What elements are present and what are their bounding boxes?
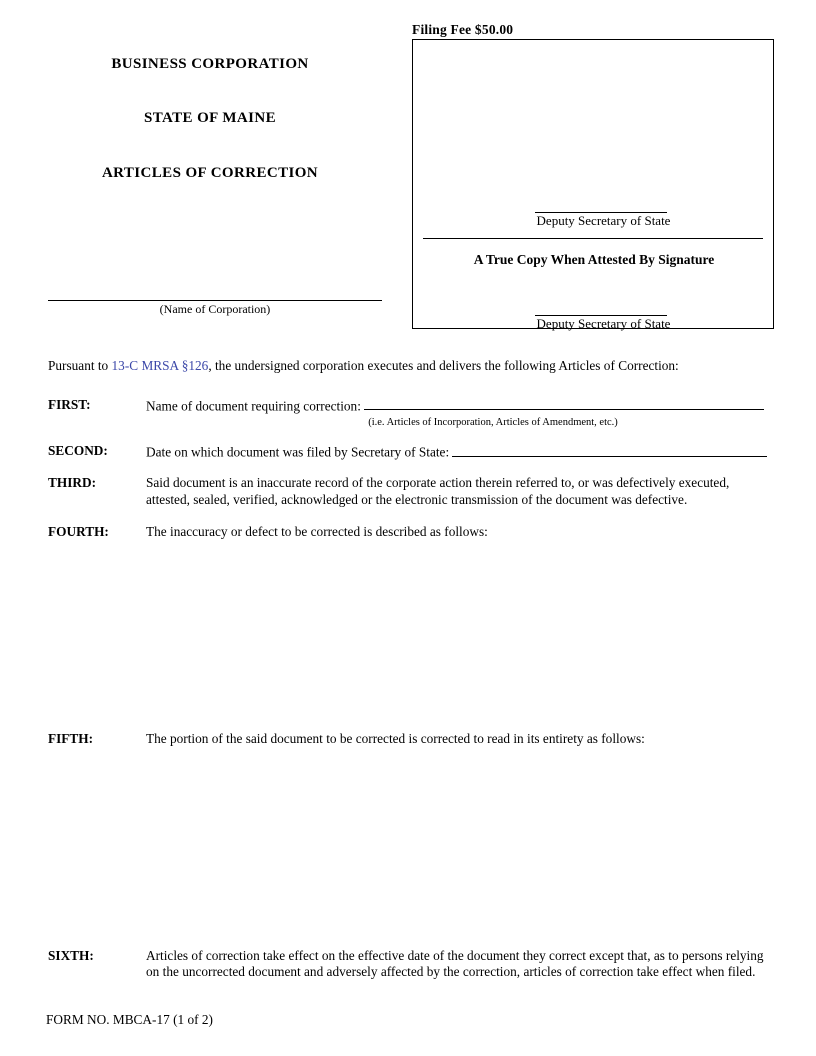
clause-fifth — [48, 731, 770, 934]
form-number-footer: FORM NO. MBCA-17 (1 of 2) — [46, 1012, 213, 1027]
deputy-secretary-label-top: Deputy Secretary of State — [536, 213, 671, 228]
clause-label-second: SECOND: — [48, 442, 108, 458]
clause-body-fourth — [146, 524, 770, 717]
title-business-corporation: BUSINESS CORPORATION — [111, 56, 309, 72]
document-body — [48, 358, 770, 995]
true-copy-statement: A True Copy When Attested By Signature — [473, 252, 715, 267]
corporation-name-field[interactable] — [48, 300, 382, 301]
clause-note-first: (i.e. Articles of Incorporation, Articles of Amendment, etc.) — [368, 416, 618, 428]
clause-text-fourth: The inaccuracy or defect to be corrected is described as follows: — [146, 524, 488, 540]
document-name-input[interactable] — [364, 397, 764, 411]
clause-first — [48, 397, 770, 429]
pursuant-prefix-text: Pursuant to — [48, 358, 112, 373]
attestation-box — [412, 39, 774, 329]
statute-link[interactable]: 13-C MRSA §126 — [111, 358, 209, 373]
clause-body-third: Said document is an inaccurate record of the corporate action therein referred to, or was defectively executed, attested, sealed, verified, acknowledged or the electronic transmission of the document was defective. — [146, 475, 730, 507]
title-articles-of-correction: ARTICLES OF CORRECTION — [101, 165, 319, 181]
title-state-of-maine: STATE OF MAINE — [143, 110, 276, 126]
pursuant-paragraph — [48, 358, 770, 375]
clause-body-first — [146, 397, 770, 429]
attestation-divider — [423, 238, 763, 239]
clause-second — [48, 443, 770, 461]
clause-label-fourth: FOURTH: — [48, 524, 109, 540]
clause-body-sixth: Articles of correction take effect on the effective date of the document they correct except that, as to persons relying on the uncorrected document and adversely affected by the correction, articles of correction take effect when filed. — [146, 947, 764, 980]
filing-date-input[interactable] — [452, 443, 767, 457]
corporation-name-label: (Name of Corporation) — [159, 302, 271, 316]
clause-text-first: Name of document requiring correction: — [146, 398, 361, 414]
clause-label-first: FIRST: — [48, 396, 91, 412]
title-block — [30, 56, 390, 182]
clause-label-fifth: FIFTH: — [48, 731, 94, 747]
deputy-secretary-label-bottom: Deputy Secretary of State — [536, 316, 671, 331]
clause-text-second: Date on which document was filed by Secretary of State: — [146, 444, 450, 460]
inaccuracy-description-area[interactable] — [146, 541, 770, 717]
clause-body-second — [146, 443, 770, 461]
clause-body-fifth — [146, 731, 770, 934]
clause-third — [48, 475, 770, 508]
clause-label-third: THIRD: — [48, 475, 97, 491]
clause-label-sixth: SIXTH: — [48, 947, 94, 963]
clause-text-fifth: The portion of the said document to be corrected is corrected to read in its entirety as follows: — [146, 731, 645, 747]
filing-fee-text: Filing Fee $50.00 — [412, 22, 514, 37]
pursuant-suffix-text: , the undersigned corporation executes and delivers the following Articles of Correction: — [208, 358, 679, 373]
corrected-portion-area[interactable] — [146, 748, 770, 934]
document-header — [0, 22, 816, 342]
clause-sixth — [48, 948, 770, 981]
clause-fourth — [48, 524, 770, 717]
